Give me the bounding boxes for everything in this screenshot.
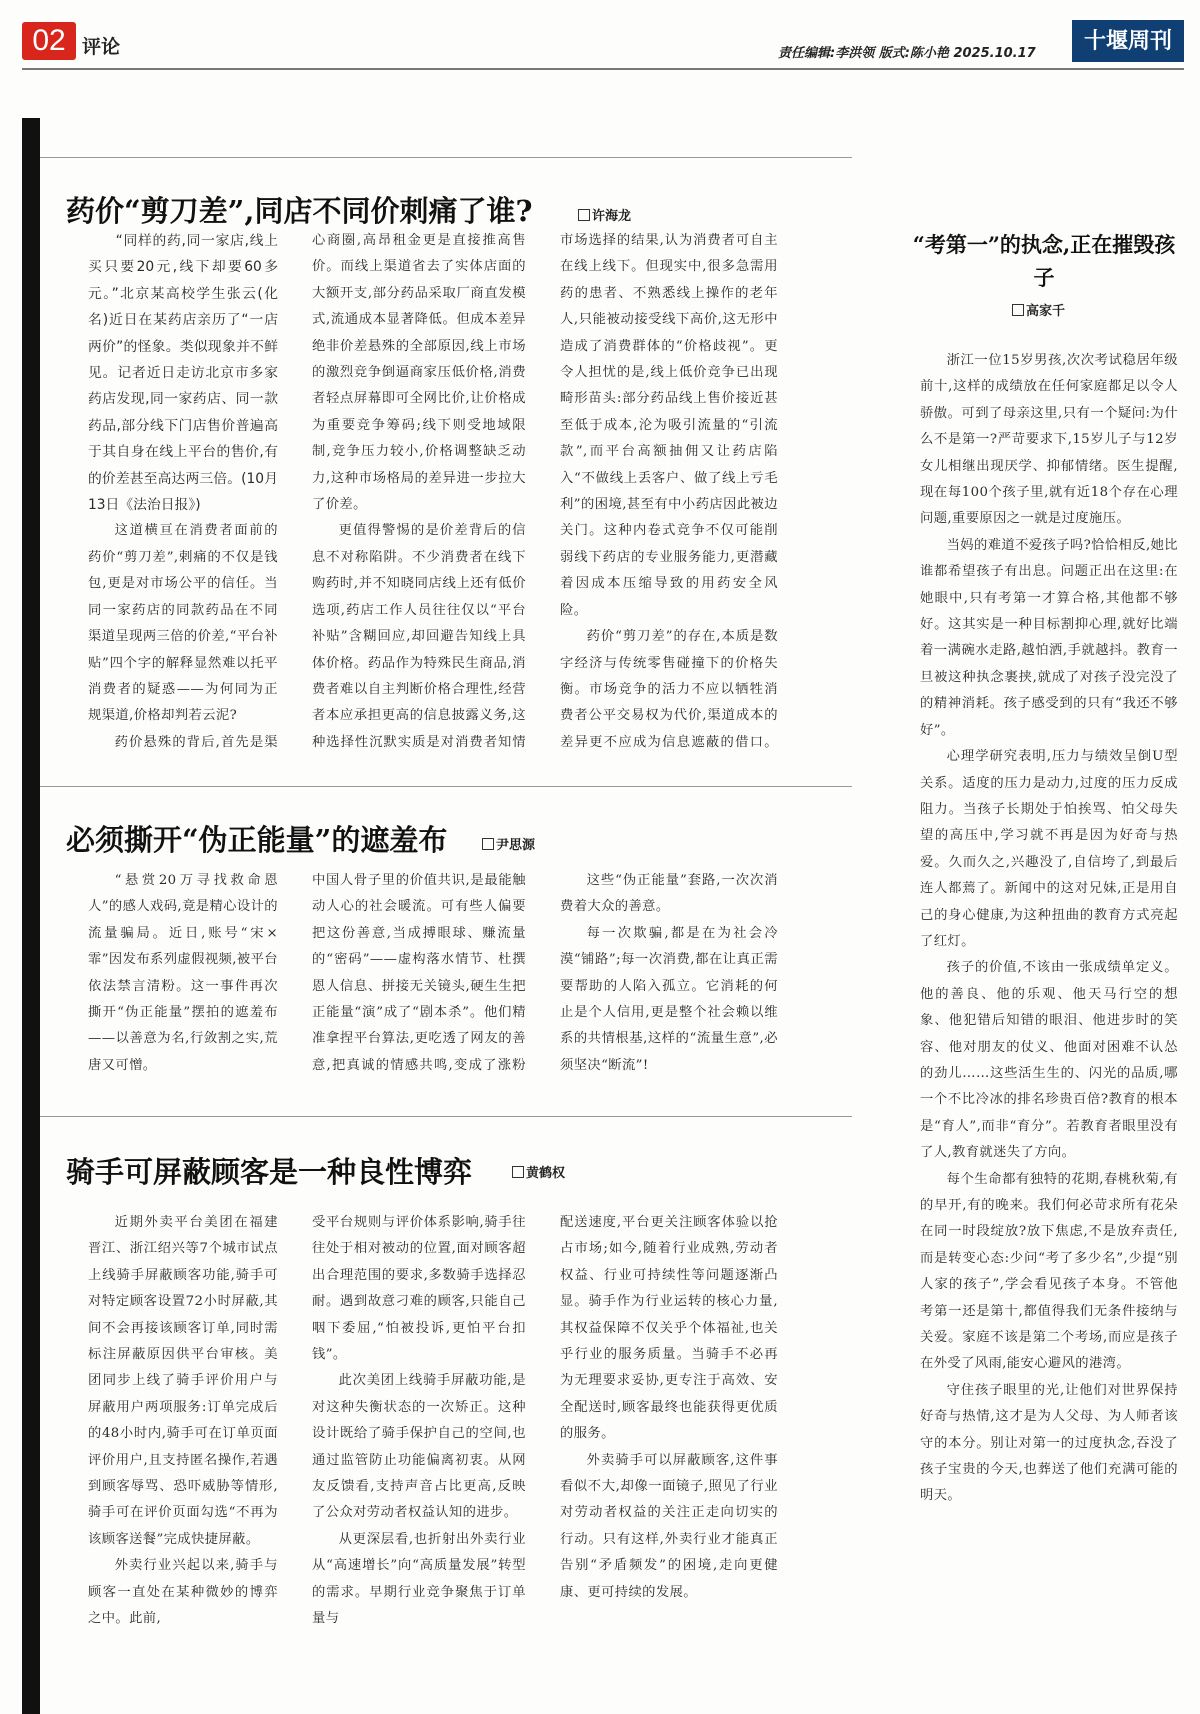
section-divider xyxy=(40,786,852,787)
paragraph: 近期外卖平台美团在福建晋江、浙江绍兴等7个城市试点上线骑手屏蔽顾客功能,骑手可对特定顾客设置72小时屏蔽,其间不会再接该顾客订单,同时需标注屏蔽原因供平台审核。美团同步上线了骑手评价用户与屏蔽用户两项服务:订单完成后的48小时内,骑手可在订单页面评价用户,且支持匿名操作,若遇到顾客辱骂、恐吓威胁等情形,骑手可在评价页面勾选“不再为该顾客送餐”完成快捷屏蔽。 xyxy=(88,1215,278,1547)
article1-title: 药价“剪刀差”,同店不同价刺痛了谁? xyxy=(66,194,533,228)
article3-column-3 xyxy=(560,1210,778,1714)
paragraph: 市场选择的结果,认为消费者可自主在线上线下。但现实中,很多急需用药的患者、不熟悉线上操作的老年人,只能被动接受线下高价,这无形中造成了消费群体的“价格歧视”。更令人担忧的是,线上低价竞争已出现畸形苗头:部分药品线上售价接近甚至低于成本,沦为吸引流量的“引流款”,而平台高额抽佣又让药店陷入“不做线上丢客户、做了线上亏毛利”的困境,甚至有中小药店因此被边关门。这种内卷式竞争不仅可能削弱线下药店的专业服务能力,更潜藏着因成本压缩导致的用药安全风险。 xyxy=(560,233,778,618)
paragraph: 守住孩子眼里的光,让他们对世界保持好奇与热情,这才是为人父母、为人师者该守的本分。别让对第一的过度执念,吞没了孩子宝贵的今天,也葬送了他们充满可能的明天。 xyxy=(920,1382,1178,1504)
paragraph: 从更深层看,也折射出外卖行业从“高速增长”向“高质量发展”转型的需求。早期行业竞争聚焦于订单量与 xyxy=(312,1531,526,1627)
article2-byline xyxy=(482,834,535,853)
paragraph: 每一次欺骗,都是在为社会冷漠“铺路”;每一次消费,都在让真正需要帮助的人陷入孤立。它消耗的何止是个人信用,更是整个社会赖以维系的共情根基,这样的“流量生意”,必须坚决“断流”! xyxy=(560,925,778,1073)
article3-column-2 xyxy=(312,1210,526,1714)
paragraph: 药价“剪刀差”的存在,本质是数字经济与传统零售碰撞下的价格失衡。市场竞争的活力不应以牺牲消费者公平交易权为代价,渠道成本的差异更不应成为信息遮蔽的借口。 xyxy=(560,629,778,750)
paragraph: “悬赏20万寻找救命恩人”的感人戏码,竟是精心设计的流量骗局。近日,账号“宋×霏”因发布系列虚假视频,被平台依法禁言清粉。这一事件再次撕开“伪正能量”摆拍的遮羞布——以善意为名,行敛割之实,荒唐又可憎。 xyxy=(88,873,278,1073)
paragraph: 浙江一位15岁男孩,次次考试稳居年级前十,这样的成绩放在任何家庭都足以令人骄傲。可到了母亲这里,只有一个疑问:为什么不是第一?严苛要求下,15岁儿子与12岁女儿相继出现厌学、抑郁情绪。医生提醒,现在每100个孩子里,就有近18个存在心理问题,重要原因之一就是过度施压。 xyxy=(920,353,1178,527)
byline-box-icon xyxy=(512,1166,524,1178)
page-number: 02 xyxy=(22,22,76,60)
article3-column-1 xyxy=(88,1210,278,1714)
article4-byline xyxy=(1012,300,1065,319)
paragraph: 每个生命都有独特的花期,春桃秋菊,有的早开,有的晚来。我们何必苛求所有花朵在同一时段绽放?放下焦虑,不是放弃责任,而是转变心态:少问“考了多少名”,少提“别人家的孩子”,学会看见孩子本身。不管他考第一还是第十,都值得我们无条件接纳与关爱。家庭不该是第二个考场,而应是孩子在外受了风雨,能安心避风的港湾。 xyxy=(920,1171,1178,1372)
masthead-logo: 十堰周刊 xyxy=(1072,20,1184,62)
article4-author: 高家千 xyxy=(1026,304,1066,319)
paragraph: 外卖骑手可以屏蔽顾客,这件事看似不大,却像一面镜子,照见了行业对劳动者权益的关注正走向切实的行动。只有这样,外卖行业才能真正告别“矛盾频发”的困境,走向更健康、更可持续的发展。 xyxy=(560,1452,778,1600)
article1-author: 许海龙 xyxy=(592,209,632,224)
article2-title: 必须撕开“伪正能量”的遮羞布 xyxy=(66,823,448,857)
section-name: 评论 xyxy=(82,36,121,58)
article4-title: “考第一”的执念,正在摧毁孩子 xyxy=(912,232,1176,290)
paragraph: “同样的药,同一家店,线上买只要20元,线下却要60多元。”北京某高校学生张云(化名)近日在某药店亲历了“一店两价”的怪象。类似现象并不鲜见。记者近日走访北京市多家药店发现,同一家药店、同一款药品,部分线下门店售价普遍高于其自身在线上平台的售价,有的价差甚至高达两三倍。(10月13日《法治日报》) xyxy=(88,233,278,514)
paragraph: 此次美团上线骑手屏蔽功能,是对这种失衡状态的一次矫正。这种设计既给了骑手保护自己的空间,也通过监管防止功能偏离初衷。从网友反馈看,支持声音占比更高,反映了公众对劳动者权益认知的进步。 xyxy=(312,1373,526,1521)
paragraph: 心理学研究表明,压力与绩效呈倒U型关系。适度的压力是动力,过度的压力反成阻力。当孩子长期处于怕挨骂、怕父母失望的高压中,学习就不再是因为好奇与热爱。久而久之,兴趣没了,自信垮了,到最后连人都蔫了。新闻中的这对兄妹,正是用自己的身心健康,为这种扭曲的教育方式亮起了红灯。 xyxy=(920,749,1178,949)
section-divider xyxy=(40,1116,852,1117)
article1-column-1 xyxy=(88,228,278,760)
article2-column-1 xyxy=(88,868,278,1082)
left-decorative-bar xyxy=(22,118,40,1714)
article2-column-3 xyxy=(560,868,778,1082)
editor-credits: 责任编辑:李洪领 版式:陈小艳 2025.10.17 xyxy=(778,46,1036,61)
paragraph: 这些“伪正能量”套路,一次次消费着大众的善意。 xyxy=(560,873,778,915)
paragraph: 这道横亘在消费者面前的药价“剪刀差”,剌痛的不仅是钱包,更是对市场公平的信任。当同一家药店的同款药品在不同渠道呈现两三倍的价差,“平台补贴”四个字的解释显然难以托平消费者的疑惑——为何同为正规渠道,价格却判若云泥? xyxy=(88,523,278,724)
paragraph: 配送速度,平台更关注顾客体验以抢占市场;如今,随着行业成熟,劳动者权益、行业可持续性等问题逐渐凸显。骑手作为行业运转的核心力量,其权益保障不仅关乎个体福祉,也关乎行业的服务质量。当骑手不必再为无理要求妥协,更专注于高效、安全配送时,顾客最终也能获得更优质的服务。 xyxy=(560,1215,778,1442)
paragraph: 受平台规则与评价体系影响,骑手往往处于相对被动的位置,面对顾客超出合理范围的要求,多数骑手选择忍耐。遇到故意刁难的顾客,只能自己咽下委屈,“怕被投诉,更怕平台扣钱”。 xyxy=(312,1215,526,1363)
paragraph: 外卖行业兴起以来,骑手与顾客一直处在某种微妙的博弈之中。此前, xyxy=(88,1558,278,1627)
article1-byline xyxy=(578,205,631,224)
page-header xyxy=(0,0,1200,70)
paragraph: 更值得警惕的是价差背后的信息不对称陷阱。不少消费者在线下购药时,并不知晓同店线上还有低价选项,药店工作人员往往仅以“平台补贴”含糊回应,却回避告知线上具体价格。药品作为特殊民生商品,消费者难以自主判断价格合理性,经营者本应承担更高的信息披露义务,这种选择性沉默实质是对消费者知情 xyxy=(312,523,526,750)
article3-author: 黄鹤权 xyxy=(526,1166,566,1181)
article2-column-2 xyxy=(312,868,526,1082)
article1-column-2 xyxy=(312,228,526,760)
article3-title: 骑手可屏蔽顾客是一种良性博弈 xyxy=(66,1155,473,1189)
paragraph: 心商圈,高昂租金更是直接推高售价。而线上渠道省去了实体店面的大额开支,部分药品采取厂商直发模式,流通成本显著降低。但成本差异绝非价差悬殊的全部原因,线上市场的激烈竞争倒逼商家压低价格,消费者轻点屏幕即可全网比价,让价格成为重要竞争筹码;线下则受地域限制,竞争压力较小,价格调整缺乏动力,这种市场格局的差异进一步拉大了价差。 xyxy=(312,233,526,513)
paragraph: 中国人骨子里的价值共识,是最能触动人心的社会暖流。可有些人偏要把这份善意,当成搏眼球、赚流量的“密码”——虚构落水情节、杜撰恩人信息、拼接无关镜头,硬生生把正能量“演”成了“剧本杀”。他们精准拿捏平台算法,更吃透了网友的善意,把真诚的情感共鸣,变成了涨粉 xyxy=(312,873,526,1073)
article2-author: 尹思源 xyxy=(496,838,536,853)
article3-byline xyxy=(512,1162,565,1181)
byline-box-icon xyxy=(1012,304,1024,316)
paragraph xyxy=(88,1079,278,1082)
paragraph: 孩子的价值,不该由一张成绩单定义。他的善良、他的乐观、他天马行空的想象、他犯错后知错的眼泪、他进步时的笑容、他对朋友的仗义、他面对困难不认怂的劲儿……这些活生生的、闪光的品质,哪一个不比冷冰的排名珍贵百倍?教育的根本是“育人”,而非“育分”。若教育者眼里没有了人,教育就迷失了方向。 xyxy=(920,960,1178,1161)
article1-column-3 xyxy=(560,228,778,760)
byline-box-icon xyxy=(482,838,494,850)
top-divider xyxy=(40,157,852,158)
paragraph: 当妈的难道不爱孩子吗?恰恰相反,她比谁都希望孩子有出息。问题正出在这里:在她眼中,只有考第一才算合格,其他都不够好。这其实是一种目标割抑心理,就好比端着一满碗水走路,越怕洒,手就越抖。教育一旦被这种执念裹挟,就成了对孩子没完没了的精神消耗。孩子感受到的只有“我还不够好”。 xyxy=(920,537,1178,738)
paragraph: 药价悬殊的背后,首先是渠 xyxy=(114,734,278,750)
article4-body xyxy=(920,348,1178,1710)
byline-box-icon xyxy=(578,209,590,221)
header-divider xyxy=(22,68,1184,70)
